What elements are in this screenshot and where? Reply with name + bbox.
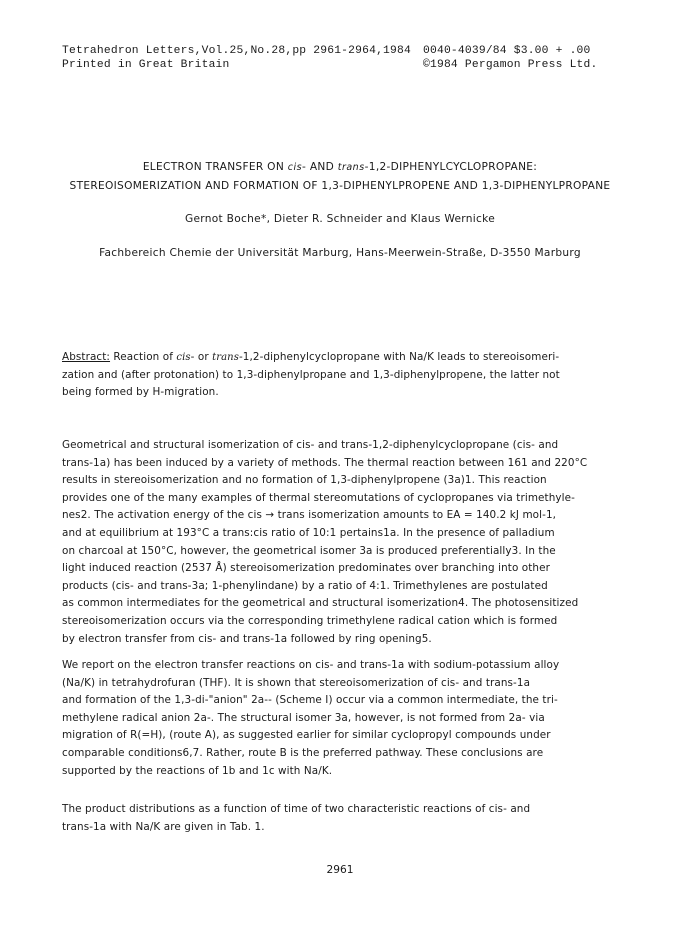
abstract-text: -1,2-diphenylcyclopropane with Na/K leads to stereoisomeri- [238,351,560,363]
text-line: The product distributions as a function of time of two characteristic reactions of cis- and [62,803,531,815]
text-line: as common intermediates for the geometrical and structural isomerization4. The photosensitized [62,597,579,610]
printed-in: Printed in Great Britain [62,59,230,71]
title-trans: trans [337,162,365,173]
journal-citation: Tetrahedron Letters,Vol.25,No.28,pp 2961-2964,1984 [62,45,411,57]
text-line: supported by the reactions of 1b and 1c with Na/K. [62,764,333,777]
text-line: (Na/K) in tetrahydrofuran (THF). It is shown that stereoisomerization of cis- and trans-1a [62,676,531,689]
title-line-1 [0,161,680,173]
abstract-text: Reaction of [110,351,177,363]
abstract [62,349,622,402]
title-cis: cis [287,162,303,173]
price-code: 0040-4039/84 $3.00 + .00 [423,45,591,57]
title-line-2: STEREOISOMERIZATION AND FORMATION OF 1,3-DIPHENYLPROPENE AND 1,3-DIPHENYLPROPANE [69,180,611,192]
text-line: migration of R(=H), (route A), as suggested earlier for similar cyclopropyl compounds under [62,729,551,742]
text-line: on charcoal at 150°C, however, the geometrical isomer 3a is produced preferentially3. In the [62,544,556,557]
text-line: trans-1a) has been induced by a variety of methods. The thermal reaction between 161 and 220°C [62,456,588,469]
title-and: - AND [302,161,338,173]
text-line: provides one of the many examples of thermal stereomutations of cyclopropanes via trimethyle- [62,491,575,504]
page-number: 2961 [326,864,354,876]
abstract-trans: trans [212,352,239,363]
paragraph-3 [62,801,622,836]
paragraph-2 [62,657,622,780]
authors: Gernot Boche*, Dieter R. Schneider and Klaus Wernicke [184,213,496,225]
text-line: products (cis- and trans-3a; 1-phenylindane) by a ratio of 4:1. Trimethylenes are postulated [62,579,548,592]
abstract-line-1 [62,349,622,367]
text-line: results in stereoisomerization and no formation of 1,3-diphenylpropene (3a)1. This reaction [62,474,547,487]
abstract-line-3: being formed by H-migration. [62,386,219,399]
text-line: trans-1a with Na/K are given in Tab. 1. [62,820,265,833]
text-line: light induced reaction (2537 Å) stereoisomerization predominates over branching into other [62,562,550,575]
copyright: ©1984 Pergamon Press Ltd. [423,59,598,71]
text-line: and formation of the 1,3-di-"anion" 2a-- (Scheme I) occur via a common intermediate, the tri- [62,694,558,707]
text-line: methylene radical anion 2a-. The structural isomer 3a, however, is not formed from 2a- via [62,711,545,724]
title-text: ELECTRON TRANSFER ON [142,161,288,173]
abstract-label: Abstract: [62,351,111,363]
text-line: stereoisomerization occurs via the corresponding trimethylene radical cation which is formed [62,614,558,627]
text-line: nes2. The activation energy of the cis → trans isomerization amounts to EA = 140.2 kJ mol-1, [62,509,557,522]
text-line: We report on the electron transfer reactions on cis- and trans-1a with sodium-potassium alloy [62,659,560,671]
text-line: comparable conditions6,7. Rather, route B is the preferred pathway. These conclusions are [62,746,544,759]
affiliation: Fachbereich Chemie der Universität Marburg, Hans-Meerwein-Straße, D-3550 Marburg [99,247,581,259]
abstract-cis: cis [176,352,191,363]
paragraph-1 [62,437,622,648]
text-line: by electron transfer from cis- and trans-1a followed by ring opening5. [62,632,432,645]
abstract-text: - or [190,351,213,363]
text-line: Geometrical and structural isomerization of cis- and trans-1,2-diphenylcyclopropane (cis- and [62,439,559,451]
text-line: and at equilibrium at 193°C a trans:cis ratio of 10:1 pertains1a. In the presence of palladium [62,526,555,539]
abstract-line-2: zation and (after protonation) to 1,3-diphenylpropane and 1,3-diphenylpropene, the latter not [62,368,560,381]
title-text-end: -1,2-DIPHENYLCYCLOPROPANE: [364,161,538,173]
